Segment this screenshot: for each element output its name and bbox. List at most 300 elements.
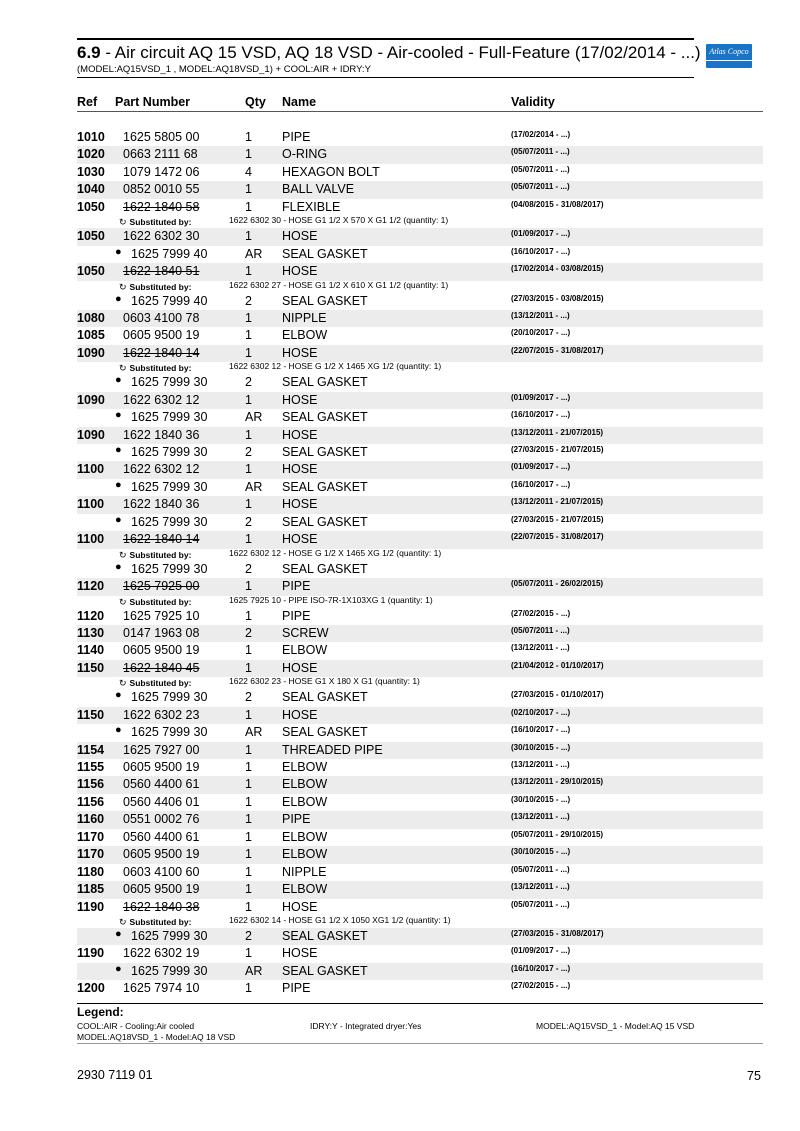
part-row [77,846,763,863]
part-row [77,164,763,181]
substituted-text: Substituted by: [129,217,192,228]
bullet-icon: ● [115,478,122,491]
substitution-row [77,549,763,561]
legend-rule [77,1003,763,1004]
quantity: 2 [245,375,252,390]
quantity: 2 [245,293,252,308]
substituted-text: Substituted by: [129,916,192,927]
substituted-label [119,282,191,293]
validity: (13/12/2011 - 21/07/2015) [511,497,604,507]
part-number: 1622 6302 19 [123,946,200,961]
validity: (30/10/2015 - ...) [511,847,571,857]
part-name: HOSE [282,392,318,407]
part-row [77,461,763,478]
ref-number: 1090 [77,345,105,360]
part-name: PIPE [282,130,311,144]
part-name: NIPPLE [282,310,327,325]
ref-number: 1100 [77,497,105,512]
ref-number: 1170 [77,829,105,844]
child-part-row [77,293,763,310]
substitution-text: 1622 6302 12 - HOSE G 1/2 X 1465 XG 1/2 (quantity: 1) [229,361,442,372]
ref-number: 1140 [77,643,105,658]
ref-number: 1090 [77,427,105,442]
quantity: 2 [245,514,252,529]
ref-number: 1020 [77,147,105,162]
quantity: 1 [245,707,252,722]
substituted-label [119,917,191,928]
validity: (16/10/2017 - ...) [511,725,571,735]
part-name: ELBOW [282,882,328,897]
part-number: 0663 2111 68 [123,147,198,162]
child-part-row [77,561,763,578]
validity: (27/03/2015 - 21/07/2015) [511,445,604,454]
part-row [77,707,763,724]
substitute-icon: ↻ [119,217,127,228]
section-number: 6.9 [77,43,101,62]
col-part-number: Part Number [115,95,191,109]
part-number: 0551 0002 76 [123,812,200,827]
substituted-text: Substituted by: [129,596,192,607]
part-number: 0560 4400 61 [123,777,200,792]
part-name: O-RING [282,147,328,162]
substitute-icon: ↻ [119,916,127,927]
validity: (05/07/2011 - 26/02/2015) [511,579,604,589]
part-row [77,625,763,642]
substitution-text: 1625 7925 10 - PIPE ISO-7R-1X103XG 1 (quantity: 1) [229,594,433,605]
part-name: SEAL GASKET [282,246,368,261]
document-number: 2930 7119 01 [77,1068,153,1082]
validity: (13/12/2011 - 21/07/2015) [511,427,604,437]
part-row [77,181,763,198]
part-name: PIPE [282,812,311,827]
part-row [77,199,763,216]
ref-number: 1150 [77,660,105,675]
part-row [77,578,763,595]
validity: (27/03/2015 - 21/07/2015) [511,514,604,524]
part-number: 1622 1840 14 [123,532,200,547]
substitution-row [77,362,763,374]
child-part-row [77,444,763,461]
quantity: 1 [245,981,252,996]
legend-item: MODEL:AQ18VSD_1 - Model:AQ 18 VSD [77,1032,236,1042]
col-ref: Ref [77,95,98,109]
validity: (17/02/2014 - 03/08/2015) [511,264,604,274]
validity: (01/09/2017 - ...) [511,229,571,239]
part-name: HOSE [282,462,318,477]
quantity: 1 [245,345,252,360]
col-validity: Validity [511,95,555,109]
validity: (21/04/2012 - 01/10/2017) [511,660,604,670]
validity: (13/12/2011 - ...) [511,812,570,822]
part-row [77,392,763,409]
part-number: 1625 7999 30 [131,725,208,740]
validity: (05/07/2011 - ...) [511,864,570,874]
quantity: AR [245,410,263,425]
validity: (30/10/2015 - ...) [511,742,571,752]
col-name: Name [282,95,317,109]
quantity: 4 [245,164,252,179]
validity: (13/12/2011 - ...) [511,310,570,320]
ref-number: 1090 [77,392,105,407]
validity: (16/10/2017 - ...) [511,410,571,420]
part-number: 1079 1472 06 [123,164,200,179]
ref-number: 1180 [77,864,105,879]
part-name: SEAL GASKET [282,690,368,705]
substitution-row [77,216,763,228]
ref-number: 1120 [77,608,105,623]
part-name: ELBOW [282,328,328,343]
child-part-row [77,246,763,263]
part-name: HOSE [282,264,318,279]
part-name: ELBOW [282,643,328,658]
part-number: 1622 6302 30 [123,229,200,244]
bullet-icon: ● [115,724,122,737]
part-number: 1622 6302 23 [123,707,200,722]
part-name: ELBOW [282,777,328,792]
part-row [77,129,763,146]
quantity: 1 [245,829,252,844]
page-title [77,43,701,63]
validity: (05/07/2011 - 29/10/2015) [511,829,604,839]
part-number: 1625 7999 30 [131,410,208,425]
quantity: 1 [245,760,252,774]
part-number: 1625 7999 30 [131,514,208,529]
validity: (16/10/2017 - ...) [511,246,571,256]
part-name: PIPE [282,579,311,594]
ref-number: 1030 [77,164,105,179]
footer-rule [77,1043,763,1044]
validity: (05/07/2011 - ...) [511,164,570,174]
quantity: 1 [245,864,252,879]
validity: (17/02/2014 - ...) [511,130,571,139]
part-row [77,881,763,898]
part-name: SEAL GASKET [282,445,368,459]
ref-number: 1156 [77,794,105,809]
part-number: 1625 7999 30 [131,479,208,494]
part-row [77,263,763,280]
part-name: ELBOW [282,760,328,774]
part-row [77,660,763,677]
bullet-icon: ● [115,962,122,975]
part-number: 0560 4400 61 [123,829,200,844]
validity: (01/09/2017 - ...) [511,462,571,472]
validity: (04/08/2015 - 31/08/2017) [511,199,604,209]
part-name: HOSE [282,899,318,914]
part-name: SEAL GASKET [282,410,368,425]
quantity: 1 [245,660,252,675]
ref-number: 1100 [77,532,105,547]
quantity: 1 [245,899,252,914]
part-row [77,864,763,881]
part-name: SCREW [282,625,329,640]
validity: (02/10/2017 - ...) [511,707,571,717]
substituted-text: Substituted by: [129,281,192,292]
quantity: 1 [245,199,252,214]
quantity: AR [245,725,263,740]
bullet-icon: ● [115,444,122,456]
part-number: 0605 9500 19 [123,643,200,658]
ref-number: 1154 [77,742,105,757]
part-number: 1622 1840 36 [123,427,200,442]
ref-number: 1080 [77,310,105,325]
part-name: BALL VALVE [282,182,355,197]
column-header-row [77,95,763,112]
substitution-row [77,281,763,293]
part-number: 0560 4406 01 [123,794,200,809]
substituted-label [119,363,191,374]
substituted-label [119,597,191,608]
bullet-icon: ● [115,560,122,573]
part-name: ELBOW [282,794,328,809]
ref-number: 1155 [77,760,105,774]
part-row [77,776,763,793]
part-row [77,228,763,245]
bullet-icon: ● [115,245,122,258]
part-row [77,427,763,444]
part-number: 0605 9500 19 [123,847,200,862]
bullet-icon: ● [115,513,122,526]
quantity: 2 [245,625,252,640]
part-number: 1625 7927 00 [123,742,200,757]
part-number: 1622 1840 14 [123,345,200,360]
substituted-label [119,550,191,561]
ref-number: 1190 [77,946,105,961]
validity: (22/07/2015 - 31/08/2017) [511,532,604,542]
part-number: 0603 4100 60 [123,864,200,879]
substitution-text: 1622 6302 23 - HOSE G1 X 180 X G1 (quantity: 1) [229,676,420,687]
validity: (27/03/2015 - 01/10/2017) [511,690,604,700]
substituted-label [119,217,191,228]
quantity: 1 [245,777,252,792]
ref-number: 1200 [77,981,105,996]
part-name: ELBOW [282,829,328,844]
part-name: SEAL GASKET [282,514,368,529]
part-row [77,899,763,916]
ref-number: 1156 [77,777,105,792]
part-row [77,496,763,513]
quantity: 1 [245,946,252,961]
ref-number: 1150 [77,707,105,722]
part-row [77,759,763,776]
part-name: SEAL GASKET [282,725,368,740]
part-number: 1622 6302 12 [123,462,200,477]
part-row [77,345,763,362]
child-part-row [77,374,763,391]
part-number: 1625 7999 40 [131,246,208,261]
part-row [77,642,763,659]
part-number: 0603 4100 78 [123,310,200,325]
quantity: 1 [245,264,252,279]
part-name: HOSE [282,946,318,961]
ref-number: 1185 [77,882,105,897]
part-name: PIPE [282,608,311,623]
part-number: 0605 9500 19 [123,882,200,897]
part-row [77,608,763,625]
substituted-text: Substituted by: [129,678,192,689]
ref-number: 1170 [77,847,105,862]
page-number: 75 [747,1069,761,1083]
quantity: 1 [245,847,252,862]
child-part-row [77,689,763,706]
quantity: 1 [245,794,252,809]
bullet-icon: ● [115,292,122,305]
child-part-row [77,409,763,426]
part-number: 1625 7999 30 [131,445,208,459]
validity: (27/03/2015 - 03/08/2015) [511,293,604,303]
quantity: 1 [245,328,252,343]
ref-number: 1100 [77,462,105,477]
validity: (05/07/2011 - ...) [511,147,570,157]
quantity: AR [245,479,263,494]
quantity: 1 [245,497,252,512]
quantity: 1 [245,462,252,477]
quantity: 2 [245,690,252,705]
bullet-icon: ● [115,409,122,422]
part-number: 1622 1840 38 [123,899,200,914]
part-row [77,327,763,344]
quantity: 2 [245,561,252,576]
part-name: HOSE [282,497,318,512]
substituted-text: Substituted by: [129,549,192,560]
legend-title: Legend: [77,1005,124,1019]
part-row [77,945,763,962]
logo-stripe [706,60,752,61]
validity: (16/10/2017 - ...) [511,963,571,973]
part-number: 1625 7999 30 [131,963,208,978]
part-row [77,829,763,846]
validity: (05/07/2011 - ...) [511,625,570,635]
validity: (13/12/2011 - ...) [511,643,570,653]
substitution-text: 1622 6302 14 - HOSE G1 1/2 X 1050 XG1 1/2 (quantity: 1) [229,914,451,925]
quantity: 1 [245,182,252,197]
ref-number: 1050 [77,264,105,279]
part-row [77,146,763,163]
part-number: 1625 7925 10 [123,608,200,623]
part-number: 1625 7925 00 [123,579,200,594]
ref-number: 1010 [77,130,105,144]
child-part-row [77,514,763,531]
quantity: 1 [245,608,252,623]
validity: (30/10/2015 - ...) [511,794,571,804]
quantity: AR [245,246,263,261]
legend-item: COOL:AIR - Cooling:Air cooled [77,1021,195,1031]
quantity: 1 [245,310,252,325]
part-number: 1625 7999 30 [131,375,208,390]
quantity: 1 [245,229,252,244]
part-name: HOSE [282,345,318,360]
quantity: 1 [245,392,252,407]
part-number: 1622 1840 36 [123,497,200,512]
part-row [77,811,763,828]
quantity: 1 [245,427,252,442]
validity: (16/10/2017 - ...) [511,479,571,489]
part-number: 0852 0010 55 [123,182,200,197]
part-name: FLEXIBLE [282,199,341,214]
part-row [77,980,763,997]
part-number: 0605 9500 19 [123,760,200,774]
part-name: SEAL GASKET [282,375,368,390]
ref-number: 1160 [77,812,105,827]
ref-number: 1190 [77,899,105,914]
validity: (27/03/2015 - 31/08/2017) [511,928,604,938]
substitute-icon: ↻ [119,596,127,607]
part-name: HOSE [282,532,318,547]
part-name: SEAL GASKET [282,928,368,943]
col-qty: Qty [245,95,266,109]
part-name: NIPPLE [282,864,327,879]
substitute-icon: ↻ [119,549,127,560]
bullet-icon: ● [115,689,122,702]
ref-number: 1040 [77,182,105,197]
child-part-row [77,963,763,980]
part-number: 1625 5805 00 [123,130,200,144]
validity: (01/09/2017 - ...) [511,392,571,402]
child-part-row [77,928,763,945]
substitution-row [77,677,763,689]
part-name: HOSE [282,427,318,442]
part-name: THREADED PIPE [282,742,383,757]
part-number: 1622 1840 58 [123,199,200,214]
quantity: 1 [245,812,252,827]
part-name: ELBOW [282,847,328,862]
validity: (13/12/2011 - ...) [511,760,570,769]
atlas-copco-logo [706,44,752,68]
bullet-icon: ● [115,927,122,940]
validity: (27/02/2015 - ...) [511,981,571,991]
quantity: 1 [245,532,252,547]
substituted-label [119,678,191,689]
validity: (22/07/2015 - 31/08/2017) [511,345,604,355]
part-name: HOSE [282,660,318,675]
substitution-text: 1622 6302 12 - HOSE G 1/2 X 1465 XG 1/2 (quantity: 1) [229,547,442,558]
substitution-row [77,916,763,928]
substitution-text: 1622 6302 27 - HOSE G1 1/2 X 610 X G1 1/2 (quantity: 1) [229,279,449,290]
part-number: 1622 1840 45 [123,660,200,675]
legend-item: IDRY:Y - Integrated dryer:Yes [310,1021,422,1031]
part-name: HOSE [282,707,318,722]
part-number: 0147 1963 08 [123,625,200,640]
ref-number: 1120 [77,579,105,594]
ref-number: 1050 [77,199,105,214]
header-top-rule [77,38,694,40]
part-number: 0605 9500 19 [123,328,200,343]
part-number: 1625 7999 30 [131,928,208,943]
quantity: 2 [245,445,252,459]
part-number: 1625 7974 10 [123,981,200,996]
part-name: SEAL GASKET [282,293,368,308]
part-number: 1625 7999 30 [131,690,208,705]
part-name: HOSE [282,229,318,244]
part-name: SEAL GASKET [282,479,368,494]
part-name: SEAL GASKET [282,963,368,978]
part-name: HEXAGON BOLT [282,164,380,179]
part-name: SEAL GASKET [282,561,368,576]
parts-table [77,129,763,998]
child-part-row [77,479,763,496]
quantity: 1 [245,742,252,757]
quantity: 1 [245,579,252,594]
header-bottom-rule [77,77,694,78]
substitute-icon: ↻ [119,363,127,374]
substitute-icon: ↻ [119,281,127,292]
page-header [77,38,701,78]
validity: (20/10/2017 - ...) [511,328,571,338]
substitute-icon: ↻ [119,678,127,689]
ref-number: 1050 [77,229,105,244]
validity: (27/02/2015 - ...) [511,608,571,618]
quantity: AR [245,963,263,978]
quantity: 1 [245,147,252,162]
